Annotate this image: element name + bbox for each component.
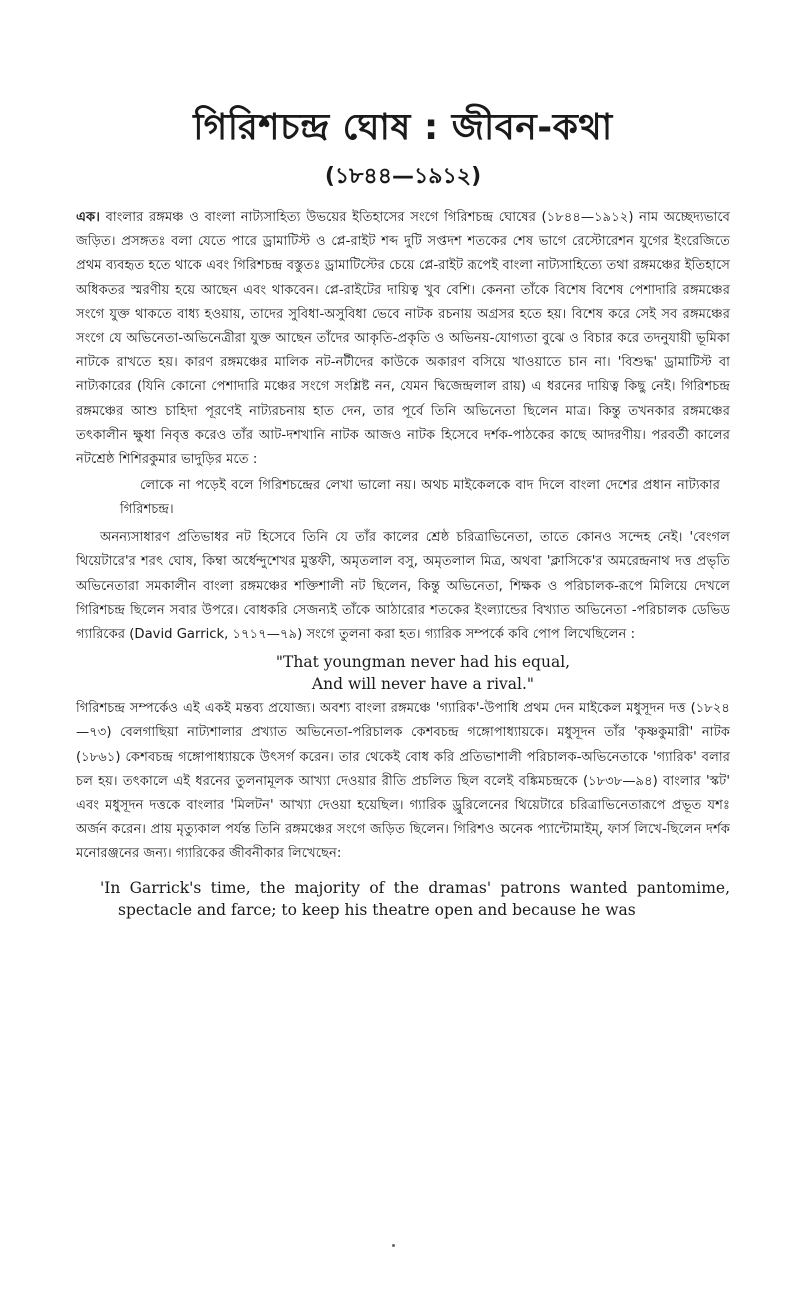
block-quote-english-text: 'In Garrick's time, the majority of the dramas' patrons wanted pantomime, spectacle and farce; to keep his theatre open and because he was bbox=[100, 878, 730, 919]
page-speck bbox=[392, 1244, 395, 1247]
paragraph-1 bbox=[76, 206, 730, 472]
pope-quote bbox=[116, 651, 730, 695]
paragraph-2: অনন্যসাধারণ প্রতিভাধর নট হিসেবে তিনি যে তাঁর কালের শ্রেষ্ঠ চরিত্রাভিনেতা, তাতে কোনও সন্দেহ নেই। 'বেংগল থিয়েটারে'র শরৎ ঘোষ, কিম্বা অর্ধেন্দুশেখর মুস্তফী, অমৃতলাল বসু, অমৃতলাল মিত্র, অথবা 'ক্লাসিকে'র অমরেন্দ্রনাথ দত্ত প্রভৃতি অভিনেতারা সমকালীন বাংলা রঙ্গমঞ্চের শক্তিশালী নট ছিলেন, কিন্তু অভিনেতা, শিক্ষক ও পরিচালক-রূপে মিলিয়ে দেখলে গিরিশচন্দ্র ছিলেন সবার উপরে। বোধকরি সেজন্যই তাঁকে আঠারোর শতকের ইংল্যান্ডের বিখ্যাত অভিনেতা -পরিচালক ডেভিড গ্যারিকের (David Garrick, ১৭১৭—৭৯) সংগে তুলনা করা হত। গ্যারিক সম্পর্কে কবি পোপ লিখেছিলেন : bbox=[76, 530, 730, 643]
paragraph-1-text: বাংলার রঙ্গমঞ্চ ও বাংলা নাট্যসাহিত্য উভয়ের ইতিহাসের সংগে গিরিশচন্দ্র ঘোষের (১৮৪৪—১৯১২) নাম অচ্ছেদ্যভাবে জড়িত। প্রসঙ্গতঃ বলা যেতে পারে ড্রামাটিস্ট ও প্লে-রাইট শব্দ দুটি সপ্তদশ শতকের শেষ ভাগে রেস্টোরেশন যুগের ইংরেজিতে প্রথম ব্যবহৃত হতে থাকে এবং গিরিশচন্দ্র বস্তুতঃ ড্রামাটিস্টের চেয়ে প্লে-রাইট রূপেই বাংলা নাট্যসাহিত্যে তথা রঙ্গমঞ্চের ইতিহাসে অধিকতর স্মরণীয় হয়ে আছেন এবং থাকবেন। প্লে-রাইটের দায়িত্ব খুব বেশি। কেননা তাঁকে বিশেষ বিশেষ পেশাদারি রঙ্গমঞ্চের সংগে যুক্ত থাকতে বাধ্য হওয়ায়, তাদের সুবিধা-অসুবিধা ভেবে নাটক রচনায় অগ্রসর হতে হয়। বিশেষ করে সেই সব রঙ্গমঞ্চের সংগে যে অভিনেতা-অভিনেত্রীরা যুক্ত আছেন তাঁদের আকৃতি-প্রকৃতি ও অভিনয়-যোগ্যতা বুঝে ও বিচার করে তদনুযায়ী ভূমিকা নাটকে রাখতে হয়। কারণ রঙ্গমঞ্চের মালিক নট-নটীদের কাউকে অকারণ বসিয়ে খাওয়াতে চান না। 'বিশুদ্ধ' ড্রামাটিস্ট বা নাট্যকারের (যিনি কোনো পেশাদারি মঞ্চের সংগে সংশ্লিষ্ট নন, যেমন দ্বিজেন্দ্রলাল রায়) এ ধরনের দায়িত্ব কিছু নেই। গিরিশচন্দ্র রঙ্গমঞ্চের আশু চাহিদা পূরণেই নাট্যরচনায় হাত দেন, তার পূর্বে তিনি অভিনেতা ছিলেন মাত্র। কিন্তু তখনকার রঙ্গমঞ্চের তৎকালীন ক্ষুধা নিবৃত্ত করেও তাঁর আট-দশখানি নাটক আজও নাটক হিসেবে দর্শক-পাঠকের কাছে আদরণীয়। পরবর্তী কালের নটশ্রেষ্ঠ শিশিরকুমার ভাদুড়ির মতে : bbox=[76, 210, 730, 468]
life-years: (১৮৪৪—১৯১২) bbox=[324, 164, 482, 189]
paragraph-3: গিরিশচন্দ্র সম্পর্কেও এই একই মন্তব্য প্রযোজ্য। অবশ্য বাংলা রঙ্গমঞ্চে 'গ্যারিক'-উপাধি প্রথম দেন মাইকেল মধুসূদন দত্ত (১৮২৪—৭৩) বেলগাছিয়া নাট্যশালার প্রখ্যাত অভিনেতা-পরিচালক কেশবচন্দ্র গঙ্গোপাধ্যায়কে। মধুসূদন তাঁর 'কৃষ্ণকুমারী' নাটক (১৮৬১) কেশবচন্দ্র গঙ্গোপাধ্যায়কে উৎসর্গ করেন। তার থেকেই বোধ করি প্রতিভাশালী পরিচালক-অভিনেতাকে 'গ্যারিক' বলার চল হয়। তৎকালে এই ধরনের তুলনামূলক আখ্যা দেওয়ার রীতি প্রচলিত ছিল বলেই বঙ্কিমচন্দ্রকে (১৮৩৮—৯৪) বাংলার 'স্কট' এবং মধুসূদন দত্তকে বাংলার 'মিলটন' আখ্যা দেওয়া হয়েছিল। গ্যারিক ড্রুরিলেনের থিয়েটারে চরিত্রাভিনেতারূপে প্রভূত যশঃ অর্জন করেন। প্রায় মৃত্যুকাল পর্যন্ত তিনি রঙ্গমঞ্চের সংগে জড়িত ছিলেন। গিরিশও অনেক প্যান্টোমাইম্, ফার্স লিখে-ছিলেন দর্শক মনোরঞ্জনের জন্য। গ্যারিকের জীবনীকার লিখেছেন: bbox=[76, 701, 730, 862]
section-marker: এক। bbox=[76, 210, 100, 225]
pope-quote-line-1: "That youngman never had his equal, bbox=[275, 653, 571, 672]
pope-quote-line-2: And will never have a rival." bbox=[311, 675, 535, 694]
page-title: গিরিশচন্দ্র ঘোষ : জীবন-কথা bbox=[193, 107, 613, 148]
block-quote-bengali: লোকে না পড়েই বলে গিরিশচন্দ্রের লেখা ভালো নয়। অথচ মাইকেলকে বাদ দিলে বাংলা দেশের প্রধান নাট্যকার গিরিশচন্দ্র। bbox=[120, 478, 720, 518]
document-page bbox=[0, 104, 800, 1304]
block-quote-english bbox=[76, 877, 730, 921]
